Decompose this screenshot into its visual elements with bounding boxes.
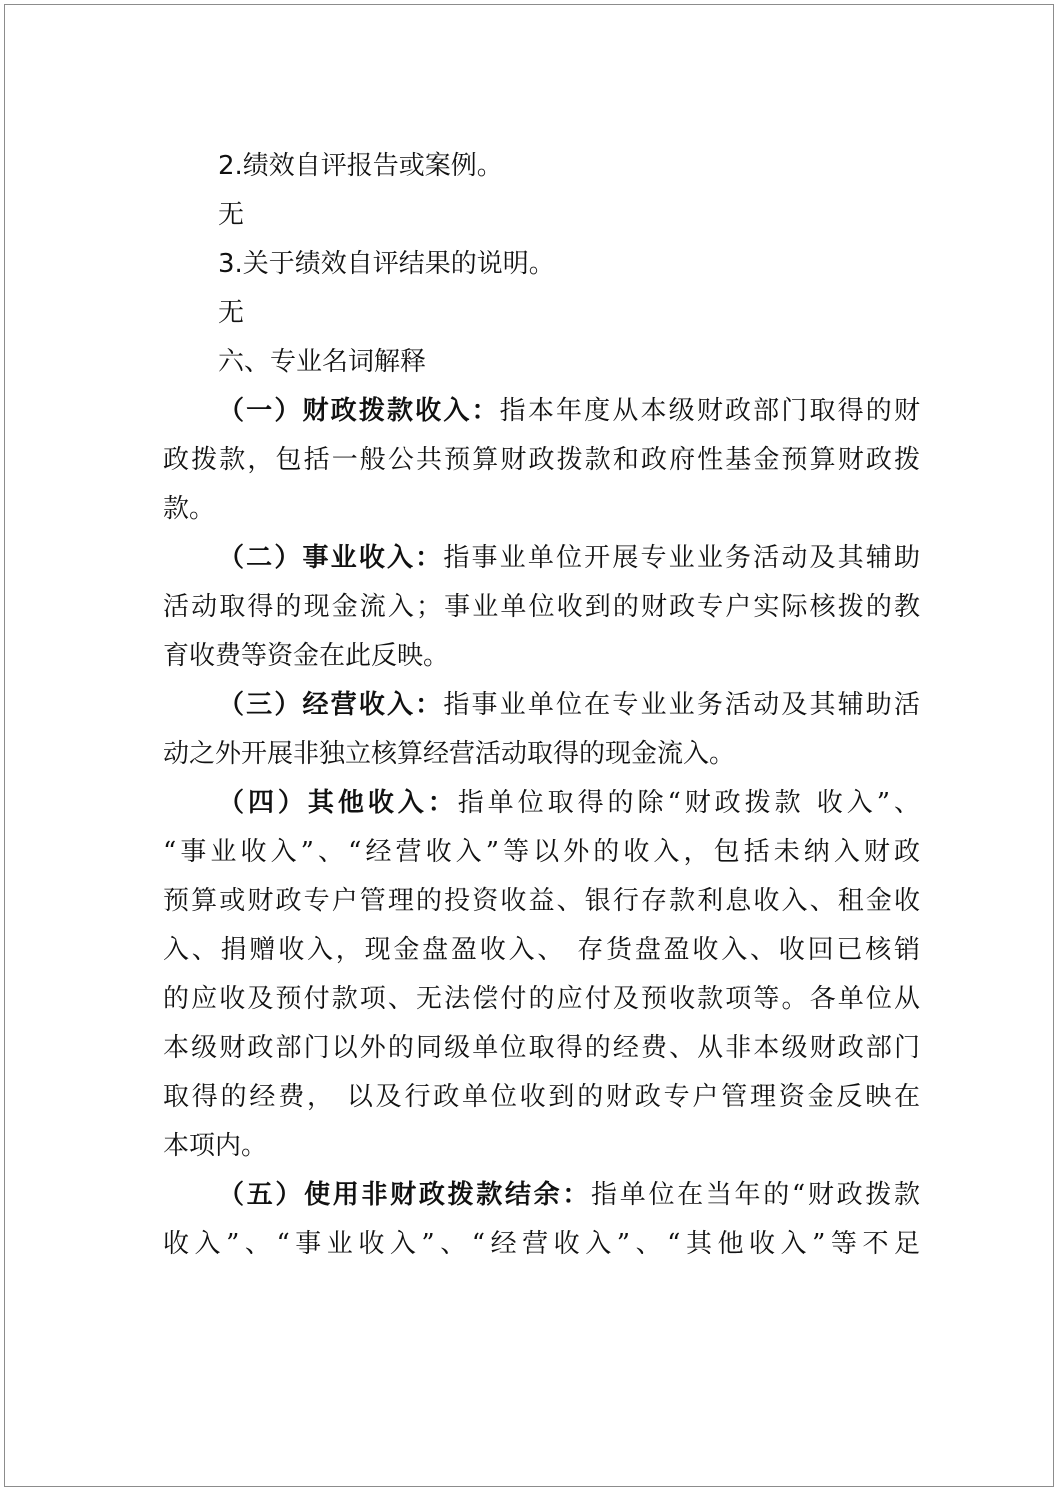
paragraph-4-line-8: 本项内。 <box>163 1131 268 1161</box>
paragraph-1-line-1 <box>163 387 920 436</box>
paragraph-3-line-1 <box>163 681 920 730</box>
paragraph-2-line-3: 育收费等资金在此反映。 <box>163 641 450 671</box>
page-frame <box>4 4 1054 1487</box>
chapter-heading-6: 六、专业名词解释 <box>218 347 427 377</box>
answer-none-2: 无 <box>218 298 245 328</box>
paragraph-4-line-4: 入、捐赠收入，现金盘盈收入、 存货盘盈收入、收回已核销 <box>163 935 920 965</box>
section-heading-2: 2.绩效自评报告或案例。 <box>218 151 503 181</box>
paragraph-5-text-1: 指单位在当年的“财政拨款 <box>591 1180 920 1210</box>
paragraph-5-line-1 <box>163 1171 920 1220</box>
paragraph-4-line-7: 取得的经费， 以及行政单位收到的财政专户管理资金反映在 <box>163 1082 920 1112</box>
paragraph-4-line-6: 本级财政部门以外的同级单位取得的经费、从非本级财政部门 <box>163 1033 920 1063</box>
paragraph-5-line-2: 收入”、“事业收入”、“经营收入”、“其他收入”等不足 <box>163 1229 920 1259</box>
section-heading-3: 3.关于绩效自评结果的说明。 <box>218 249 555 279</box>
paragraph-1-line-2: 政拨款，包括一般公共预算财政拨款和政府性基金预算财政拨 <box>163 445 920 475</box>
paragraph-4-line-2: “事业收入”、“经营收入”等以外的收入，包括未纳入财政 <box>163 837 920 867</box>
paragraph-1-line-3: 款。 <box>163 494 216 524</box>
term-4: （四）其他收入： <box>218 788 458 818</box>
term-2: （二）事业收入： <box>218 543 444 573</box>
paragraph-2-line-2: 活动取得的现金流入；事业单位收到的财政专户实际核拨的教 <box>163 592 920 622</box>
paragraph-2-text-1: 指事业单位开展专业业务活动及其辅助 <box>443 543 920 573</box>
term-5: （五）使用非财政拨款结余： <box>218 1180 592 1210</box>
answer-none-1: 无 <box>218 200 245 230</box>
document-body <box>163 142 920 1269</box>
paragraph-3-text-1: 指事业单位在专业业务活动及其辅助活 <box>443 690 920 720</box>
paragraph-4-line-5: 的应收及预付款项、无法偿付的应付及预收款项等。各单位从 <box>163 984 920 1014</box>
paragraph-4-text-1: 指单位取得的除“财政拨款 收入”、 <box>457 788 920 818</box>
paragraph-1-text-1: 指本年度从本级财政部门取得的财 <box>499 396 920 426</box>
paragraph-3-line-2: 动之外开展非独立核算经营活动取得的现金流入。 <box>163 739 736 769</box>
paragraph-4-line-1 <box>163 779 920 828</box>
term-1: （一）财政拨款收入： <box>218 396 500 426</box>
term-3: （三）经营收入： <box>218 690 444 720</box>
paragraph-2-line-1 <box>163 534 920 583</box>
paragraph-4-line-3: 预算或财政专户管理的投资收益、银行存款利息收入、租金收 <box>163 886 920 916</box>
